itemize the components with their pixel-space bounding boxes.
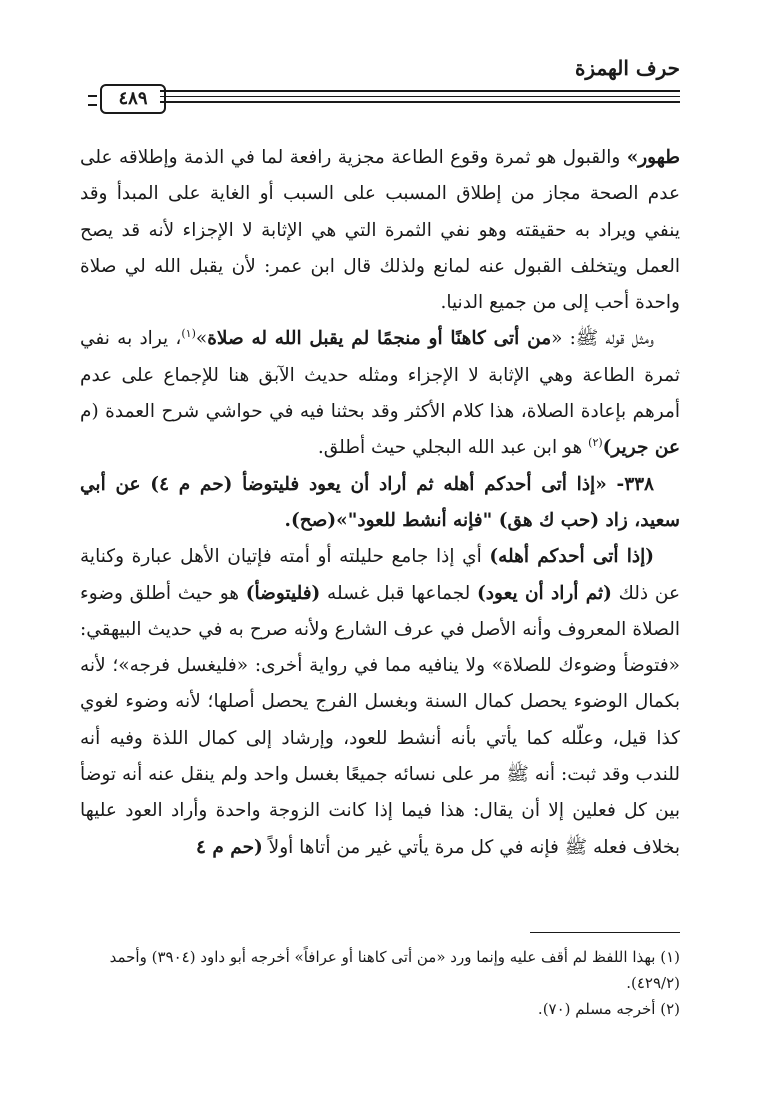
paragraph-text: »: [195, 328, 208, 350]
header-rule: [160, 90, 680, 92]
header-rule: [160, 101, 680, 103]
hadith-quote: من أتى كاهنًا أو منجمًا لم يقبل الله له صلاة: [207, 328, 552, 350]
paragraph-text: والقبول هو ثمرة وقوع الطاعة مجزية رافعة لما في الذمة وإطلاقه على عدم الصحة مجاز من إطلاق المسبب على السبب أو الغاية على المبدأ وقد ينفي ويراد به حقيقته وهو نفي الثمرة التي هي الإثابة لا الإجزاء لأنه قد يصح العمل ويتخلف القبول عنه لمانع ولذلك قال ابن عمر: لأن يقبل الله لي صلاة واحدة أحب إلى من جميع الدنيا.: [80, 147, 680, 314]
source-ref: عن جرير): [602, 437, 680, 459]
paragraph-text: ، يراد به نفي ثمرة الطاعة وهي الإثابة لا الإجزاء ومثله حديث الآبق هنا للإجماع على عدم أمرهم بإعادة الصلاة، هذا كلام الأكثر وقد بحثنا فيه في حواشي شرح العمدة (م: [80, 328, 680, 423]
paragraph: [80, 321, 680, 466]
source-ref: (حم م ٤: [195, 836, 263, 858]
footnote-ref[interactable]: (٢): [588, 436, 603, 450]
bold-term: (إذا أتى أحدكم أهله): [489, 546, 654, 568]
paragraph-text: هو ابن عبد الله البجلي حيث أطلق.: [317, 437, 589, 459]
bold-term: (فليتوضأ): [245, 582, 321, 604]
paragraph: [80, 539, 680, 866]
paragraph-text: هو حيث أطلق وضوء الصلاة المعروف وأنه الأصل في عرف الشارع ولأنه صرح به في حديث البيهقي: «فتوضأ وضوءك للصلاة» ولا ينافيه مما في رواية أخرى: «فليغسل فرجه»؛ لأنه بكمال الوضوء يحصل كمال السنة وبغسل الفرج يحصل أصلها؛ لأنه وضوء لغوي كذا قيل، وعلّله كما يأتي بأنه أنشط للعود، وإرشاد إلى كمال اللذة وفيه أنه للندب وقد ثبت: أنه ﷺ مر على نسائه جميعًا بغسل واحد ولم ينقل عنه أنه توضأ بين كل فعلين إلا أن يقال: هذا فيما إذا كانت الزوجة واحدة وأراد العود عليها بخلاف فعله ﷺ فإنه في كل مرة يأتي غير من أتاها أولاً: [80, 582, 680, 858]
bold-term: (ثم أراد أن يعود): [477, 582, 612, 604]
footnote-ref[interactable]: (١): [181, 327, 196, 341]
paragraph-text: أي إذا جامع حليلته أو أمته فإتيان الأهل عبارة وكناية عن ذلك: [80, 546, 680, 604]
footnotes: [80, 944, 680, 1022]
footnote-divider: [530, 932, 680, 933]
footnote: (١) بهذا اللفظ لم أقف عليه وإنما ورد «من أتى كاهنا أو عرافاً» أخرجه أبو داود (٣٩٠٤) وأحمد (٤٢٩/٢).: [109, 948, 680, 992]
hadith-heading: ٣٣٨- «إذا أتى أحدكم أهله ثم أراد أن يعود فليتوضأ (حم م ٤) عن أبي سعيد، زاد (حب ك هق) "فإنه أنشط للعود"»(صح).: [80, 473, 680, 531]
page-number: ٤٨٩: [100, 84, 166, 114]
footnote: (٢) أخرجه مسلم (٧٠).: [537, 1000, 680, 1018]
header-rule: [160, 96, 680, 97]
paragraph-text: لجماعها قبل غسله: [320, 582, 478, 604]
bold-term: طهور»: [626, 147, 680, 168]
paragraph-text: ومثل قوله ﷺ: «: [551, 328, 654, 350]
running-title: حرف الهمزة: [574, 56, 680, 80]
main-text: [80, 140, 680, 866]
paragraph: [80, 140, 680, 321]
